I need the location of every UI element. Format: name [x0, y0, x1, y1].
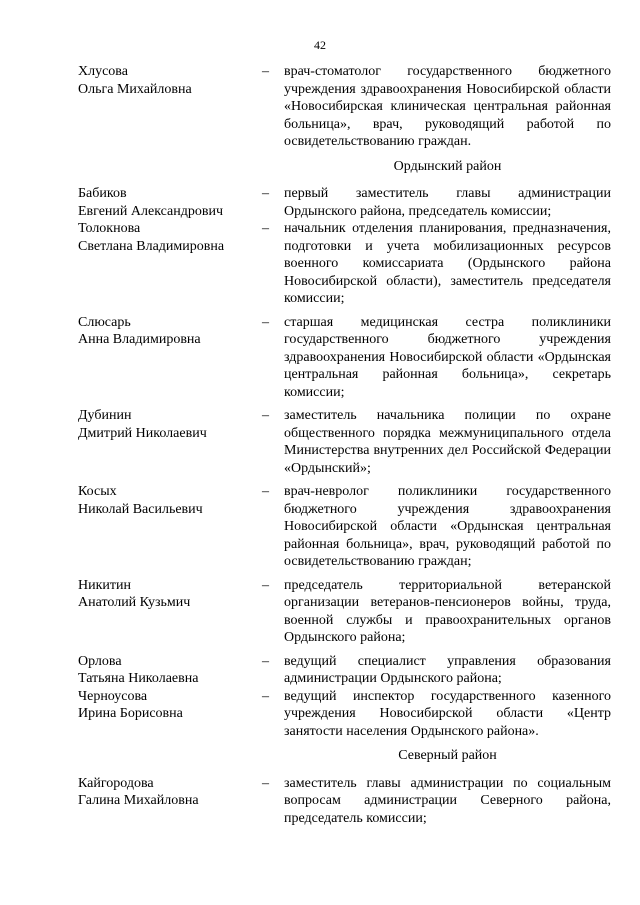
- member-given-names: Анатолий Кузьмич: [78, 595, 191, 610]
- member-entry: [78, 653, 611, 688]
- member-surname: Орлова: [78, 653, 122, 669]
- member-name: [78, 653, 262, 688]
- member-entry: [78, 185, 611, 220]
- member-given-names: Евгений Александрович: [78, 203, 224, 219]
- member-name: [78, 407, 262, 477]
- member-given-names: Николай Васильевич: [78, 501, 203, 517]
- member-surname: Кайгородова: [78, 775, 154, 791]
- dash-separator: –: [262, 775, 269, 791]
- member-given-names: Анна Владимировна: [78, 332, 201, 347]
- member-role: ведущий специалист управления образования администрации Ордынского района;: [284, 653, 611, 686]
- member-entry: [78, 63, 611, 151]
- member-name: [78, 185, 262, 220]
- member-entry: [78, 407, 611, 477]
- member-given-names: Ольга Михайловна: [78, 81, 192, 97]
- member-given-names: Галина Михайловна: [78, 793, 199, 808]
- member-surname: Хлусова: [78, 64, 128, 79]
- dash-separator: –: [262, 653, 269, 669]
- member-role: заместитель начальника полиции по охране общественного порядка межмуниципального отдела Министерства внутренних дел Российской Федерации «Ордынский»;: [284, 408, 611, 476]
- member-entry: [78, 577, 611, 647]
- member-name: [78, 314, 262, 402]
- member-role: врач-невролог поликлиники государственного бюджетного учреждения здравоохранения Новосибирской области «Ордынская центральная районная больница», врач, руководящий работой по освидетельствованию граждан;: [284, 484, 611, 569]
- member-entry: [78, 220, 611, 308]
- member-entry: [78, 483, 611, 571]
- member-role: председатель территориальной ветеранской организации ветеранов-пенсионеров войны, труда, военной службы и правоохранительных органов Ордынского района;: [284, 577, 611, 645]
- district-heading: Северный район: [398, 748, 497, 763]
- member-role: врач-стоматолог государственного бюджетного учреждения здравоохранения Новосибирской области «Новосибирская клиническая центральная районная больница», врач, руководящий работой по освидетельствованию граждан.: [284, 64, 611, 149]
- member-entry: [78, 314, 611, 402]
- dash-separator: –: [262, 484, 269, 499]
- member-surname: Никитин: [78, 577, 131, 593]
- member-given-names: Светлана Владимировна: [78, 238, 225, 254]
- page-number: 42: [314, 38, 326, 52]
- dash-separator: –: [262, 64, 269, 79]
- member-name: [78, 577, 262, 647]
- dash-separator: –: [262, 408, 269, 423]
- district-heading: Ордынский район: [393, 158, 502, 174]
- member-entry: [78, 688, 611, 741]
- member-name: [78, 63, 262, 151]
- member-given-names: Дмитрий Николаевич: [78, 425, 207, 441]
- member-name: [78, 220, 262, 308]
- member-name: [78, 688, 262, 741]
- member-surname: Дубинин: [78, 408, 132, 423]
- dash-separator: –: [262, 577, 269, 593]
- member-surname: Черноусова: [78, 688, 148, 704]
- member-given-names: Татьяна Николаевна: [78, 671, 199, 686]
- dash-separator: –: [262, 688, 269, 704]
- member-role: старшая медицинская сестра поликлиники государственного бюджетного учреждения здравоохранения Новосибирской области «Ордынская центральная районная больница», секретарь комиссии;: [284, 314, 611, 400]
- member-role: ведущий инспектор государственного казенного учреждения Новосибирской области «Центр занятости населения Ордынского района».: [284, 688, 611, 739]
- member-surname: Бабиков: [78, 186, 127, 201]
- member-given-names: Ирина Борисовна: [78, 706, 183, 721]
- member-role: начальник отделения планирования, предназначения, подготовки и учета мобилизационных ресурсов военного комиссариата (Ордынского района Новосибирской области), заместитель председателя комиссии;: [284, 221, 611, 306]
- dash-separator: –: [262, 314, 269, 330]
- member-role: первый заместитель главы администрации Ордынского района, председатель комиссии;: [284, 186, 611, 219]
- member-surname: Слюсарь: [78, 314, 131, 330]
- member-surname: Косых: [78, 484, 117, 499]
- member-name: [78, 775, 262, 828]
- dash-separator: –: [262, 186, 269, 201]
- dash-separator: –: [262, 221, 269, 236]
- member-name: [78, 483, 262, 571]
- member-surname: Толокнова: [78, 221, 141, 236]
- commission-list: [78, 63, 611, 833]
- member-role: заместитель главы администрации по социальным вопросам администрации Северного района, председатель комиссии;: [284, 775, 611, 826]
- member-entry: [78, 775, 611, 828]
